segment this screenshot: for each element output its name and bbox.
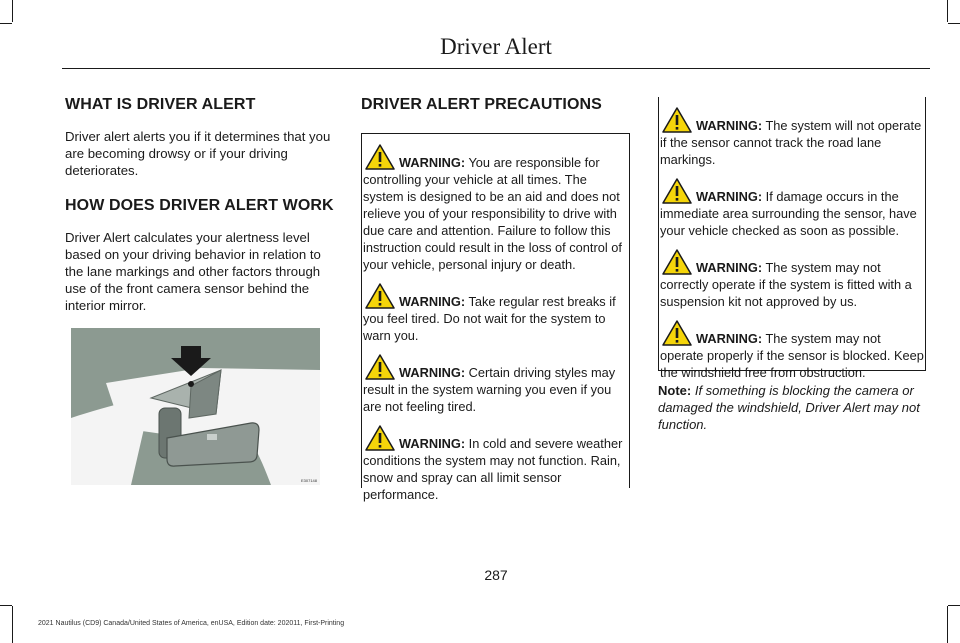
warning-item [659, 178, 925, 239]
warning-triangle-icon [365, 283, 395, 309]
warning-triangle-icon [365, 144, 395, 170]
crop-mark [948, 23, 960, 24]
crop-mark [12, 0, 13, 22]
section-heading-precautions: DRIVER ALERT PRECAUTIONS [361, 96, 602, 113]
warning-text: The system may not operate properly if the sensor is blocked. Keep the windshield free from obstruction. [660, 331, 924, 380]
warning-text: Certain driving styles may result in the system warning you even if you are not feeling tired. [363, 365, 616, 414]
warning-label: WARNING: [696, 189, 763, 204]
crop-mark [947, 606, 948, 643]
warning-triangle-icon [662, 107, 692, 133]
warning-text: You are responsible for controlling your vehicle at all times. The system is designed to be an aid and does not relieve you of your responsibility to drive with due care and attention. Failure to follow this instruction could result in the loss of control of your vehicle, personal injury or death. [363, 155, 622, 272]
section-body-how-works: Driver Alert calculates your alertness level based on your driving behavior in relation to the lane markings and other factors through use of the front camera sensor behind the interior mirror. [65, 230, 321, 313]
crop-mark [948, 605, 960, 606]
warning-box-right [658, 97, 926, 380]
page-header-title: Driver Alert [440, 34, 552, 59]
section-heading-what-is: WHAT IS DRIVER ALERT [65, 96, 256, 113]
section-heading-how-works: HOW DOES DRIVER ALERT WORK [65, 197, 334, 214]
warning-text: If damage occurs in the immediate area surrounding the sensor, have your vehicle checked as soon as possible. [660, 189, 917, 238]
warning-text: Take regular rest breaks if you feel tired. Do not wait for the system to warn you. [363, 294, 616, 343]
warning-text: The system will not operate if the sensor cannot track the road lane markings. [660, 118, 922, 167]
warning-label: WARNING: [399, 436, 466, 451]
page-number: 287 [484, 567, 508, 583]
warning-triangle-icon [662, 320, 692, 346]
left-column [65, 96, 338, 314]
crop-mark [12, 606, 13, 643]
warning-item [362, 283, 629, 344]
windshield-camera-illustration [71, 328, 320, 485]
warning-triangle-icon [662, 249, 692, 275]
middle-column [361, 96, 629, 114]
crop-mark [947, 0, 948, 22]
header-rule [62, 68, 930, 69]
warning-triangle-icon [365, 425, 395, 451]
warning-item [362, 144, 629, 273]
note [658, 382, 930, 433]
warning-label: WARNING: [696, 331, 763, 346]
warning-label: WARNING: [399, 365, 466, 380]
crop-mark [0, 23, 12, 24]
note-label: Note: [658, 383, 692, 398]
warning-text: In cold and severe weather conditions the system may not function. Rain, snow and spray can all limit sensor performance. [363, 436, 623, 502]
warning-triangle-icon [365, 354, 395, 380]
warning-item [362, 354, 629, 415]
warning-item [659, 249, 925, 310]
note-text: If something is blocking the camera or damaged the windshield, Driver Alert may not function. [658, 383, 920, 432]
warning-item [659, 320, 925, 381]
warning-item [659, 107, 925, 168]
warning-label: WARNING: [399, 155, 466, 170]
windshield-camera-figure [71, 328, 320, 485]
warning-label: WARNING: [696, 118, 763, 133]
figure-code: E307148 [300, 478, 317, 483]
warning-label: WARNING: [399, 294, 466, 309]
warning-item [362, 425, 629, 503]
section-body-what-is: Driver alert alerts you if it determines that you are becoming drowsy or if your driving deteriorates. [65, 129, 331, 178]
footer-edition: 2021 Nautilus (CD9) Canada/United States of America, enUSA, Edition date: 202011, First-Printing [38, 620, 345, 627]
crop-mark [0, 605, 12, 606]
warning-box-middle [361, 133, 630, 502]
warning-label: WARNING: [696, 260, 763, 275]
warning-text: The system may not correctly operate if the system is fitted with a suspension kit not approved by us. [660, 260, 912, 309]
warning-triangle-icon [662, 178, 692, 204]
